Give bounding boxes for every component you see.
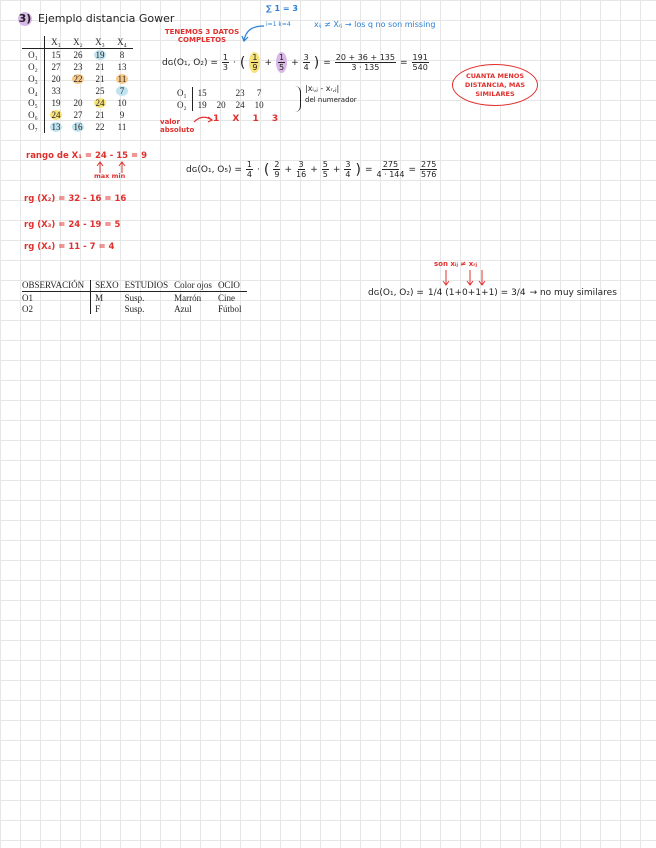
sub-table (172, 87, 269, 111)
table-cell (67, 85, 89, 97)
range-x3: rg (X₃) = 24 - 19 = 5 (24, 220, 121, 230)
formula-2-term-3: $\frac{5}{5}$ (322, 160, 328, 179)
formula-1-term-3: $\frac{3}{4}$ (303, 53, 309, 72)
section-number: 3) (18, 12, 32, 25)
son-arrows (440, 268, 500, 288)
formula-1-term-2: $\frac{1}{5}$ (276, 52, 287, 73)
table-cell: 20 (216, 100, 226, 110)
table-row (22, 97, 133, 109)
table-cell: 27 (73, 110, 83, 120)
table-cell: 25 (95, 86, 105, 96)
obs-cell: Fútbol (217, 304, 242, 314)
table-row (22, 73, 133, 85)
formula-1-rhs-frac: $\frac{20 + 36 + 135}{3 \cdot 135}$ (335, 53, 395, 72)
table-header (22, 36, 45, 49)
table-cell: 13 (117, 62, 127, 72)
row-label: O₂ (172, 99, 192, 111)
row-label: O₁ (172, 87, 192, 99)
table-cell: 19 (95, 50, 105, 60)
sum-annotation-top: ∑ 1 = 3 (266, 4, 298, 13)
table-cell: 33 (51, 86, 61, 96)
table-row (22, 49, 133, 62)
table-row (22, 121, 133, 133)
formula-1-term-1: $\frac{1}{9}$ (249, 52, 260, 73)
table-cell: 11 (117, 122, 127, 132)
range-x4: rg (X₄) = 11 - 7 = 4 (24, 242, 115, 252)
bottom-markers: 1 X 1 3 (213, 114, 279, 124)
obs-header: SEXO (91, 280, 125, 292)
section-title: Ejemplo distancia Gower (38, 12, 175, 25)
range-intro: rango de X₁ = 24 - 15 = 9 (26, 151, 148, 161)
table-cell: 23 (73, 62, 83, 72)
table-cell (212, 87, 231, 99)
formula-3 (368, 288, 617, 298)
obs-row (22, 303, 247, 314)
table-cell: 21 (95, 74, 105, 84)
table-cell: 8 (119, 50, 125, 60)
obs-cell: F (91, 303, 125, 314)
table-header: X₃ (89, 36, 111, 49)
obs-cell: O1 (22, 293, 33, 303)
formula-2-lhs: dɢ(O₁, O₅) = (186, 164, 242, 175)
table-cell: 13 (51, 122, 61, 132)
table-cell: 7 (111, 85, 133, 97)
table-cell: 21 (95, 62, 105, 72)
table-header: X₂ (67, 36, 89, 49)
formula-2: dɢ(O₁, O₅) = $\frac{1}{4}$ · ( $\frac{2}{9}$ + $\frac{3}{16}$ + $\frac{5}{5}$ + $\frac{3}{4}$ ) = $\frac{275}{4 \cdot 144}$ = $\frac{275}{576}$ (186, 160, 437, 179)
no-muy-note: → no muy similares (529, 288, 617, 298)
max-min-label: max min (94, 172, 126, 180)
sum-annotation-bottom: i=1 k=4 (266, 21, 291, 28)
sub-table-bracket (294, 86, 301, 112)
formula-2-term-2: $\frac{3}{16}$ (296, 160, 307, 179)
row-label: O₂ (22, 61, 45, 73)
table-row (22, 85, 133, 97)
range-x2: rg (X₂) = 32 - 16 = 16 (24, 194, 127, 204)
table-cell: 10 (254, 100, 264, 110)
formula-3-lhs: dɢ(O₁, O₂) = (368, 288, 424, 298)
obs-header: OCIO (218, 280, 248, 292)
obs-cell: M (91, 292, 125, 304)
table-cell: 22 (73, 74, 83, 84)
table-cell: 22 (95, 122, 105, 132)
table-cell: 7 (256, 88, 262, 98)
tenemos-note: TENEMOS 3 DATOS COMPLETOS (164, 28, 240, 44)
obs-cell: Cine (217, 293, 235, 303)
formula-2-term-4: $\frac{3}{4}$ (345, 160, 351, 179)
table-cell: 11 (117, 74, 127, 84)
table-row (22, 109, 133, 121)
table-cell: 24 (51, 110, 61, 120)
del-numerador-note: del numerador (305, 96, 357, 104)
formula-2-coef: $\frac{1}{4}$ (246, 160, 253, 179)
missing-note: xᵢⱼ ≠ Xᵣⱼ → los q no son missing (314, 20, 436, 29)
subtable-row (172, 87, 269, 99)
formula-3-body: 1/4 (1+0+1+1) = 3/4 (427, 288, 526, 298)
row-label: O₇ (22, 121, 45, 133)
formula-1: dɢ(O₁, O₂) = $\frac{1}{3}$ · ( $\frac{1}{9}$ + $\frac{1}{5}$ + $\frac{3}{4}$ ) = $\frac{20 + 36 + 135}{3 \cdot 135}$ = $\frac{191}{540}$ (162, 53, 428, 72)
table-cell: 20 (73, 98, 83, 108)
observation-table (22, 280, 247, 314)
table-cell: 21 (95, 110, 105, 120)
blue-arrow (240, 22, 268, 44)
obs-cell: Susp. (124, 293, 145, 303)
red-arrow-1 (192, 114, 214, 126)
subtable-row (172, 99, 269, 111)
obs-header: OBSERVACIÓN (22, 280, 91, 292)
table-cell: 19 (197, 100, 207, 110)
table-cell: 26 (73, 50, 83, 60)
formula-2-term-1: $\frac{2}{9}$ (274, 160, 280, 179)
obs-row (22, 292, 247, 304)
table-cell: 24 (95, 98, 105, 108)
obs-cell: O2 (22, 304, 33, 314)
table-cell: 16 (73, 122, 83, 132)
obs-cell: Azul (174, 304, 192, 314)
table-cell: 10 (117, 98, 127, 108)
table-cell: 9 (119, 110, 125, 120)
formula-1-lhs: dɢ(O₁, O₂) = (162, 57, 218, 68)
data-table (22, 36, 133, 133)
table-header: X₄ (111, 36, 133, 49)
table-cell: 19 (51, 98, 61, 108)
table-row (22, 61, 133, 73)
table-cell: 15 (197, 88, 207, 98)
table-cell: 20 (51, 74, 61, 84)
table-cell: 15 (51, 50, 61, 60)
formula-1-result: $\frac{191}{540}$ (412, 53, 428, 72)
son-note: son xᵢⱼ ≠ xᵣⱼ (434, 260, 477, 268)
table-cell: 23 (235, 88, 245, 98)
valor-absoluto-note: valor absoluto (160, 118, 195, 134)
abs-note: |xᵢ,ⱼ - xᵣ,ⱼ| (305, 84, 340, 93)
obs-header: Color ojos (174, 280, 218, 292)
row-label: O₁ (22, 49, 45, 62)
table-cell: 24 (235, 100, 245, 110)
row-label: O₄ (22, 85, 45, 97)
obs-cell: Marrón (174, 293, 202, 303)
table-cell: 27 (51, 62, 61, 72)
formula-1-coef: $\frac{1}{3}$ (222, 53, 229, 72)
obs-cell: Susp. (124, 304, 145, 314)
obs-header: ESTUDIOS (125, 280, 175, 292)
row-label: O₆ (22, 109, 45, 121)
formula-2-result: $\frac{275}{576}$ (421, 160, 437, 179)
table-header: X₁ (45, 36, 68, 49)
row-label: O₃ (22, 73, 45, 85)
red-bubble-note: CUANTA MENOS DISTANCIA, MAS SIMILARES (452, 64, 538, 106)
formula-2-rhs-frac: $\frac{275}{4 \cdot 144}$ (376, 160, 405, 179)
row-label: O₅ (22, 97, 45, 109)
